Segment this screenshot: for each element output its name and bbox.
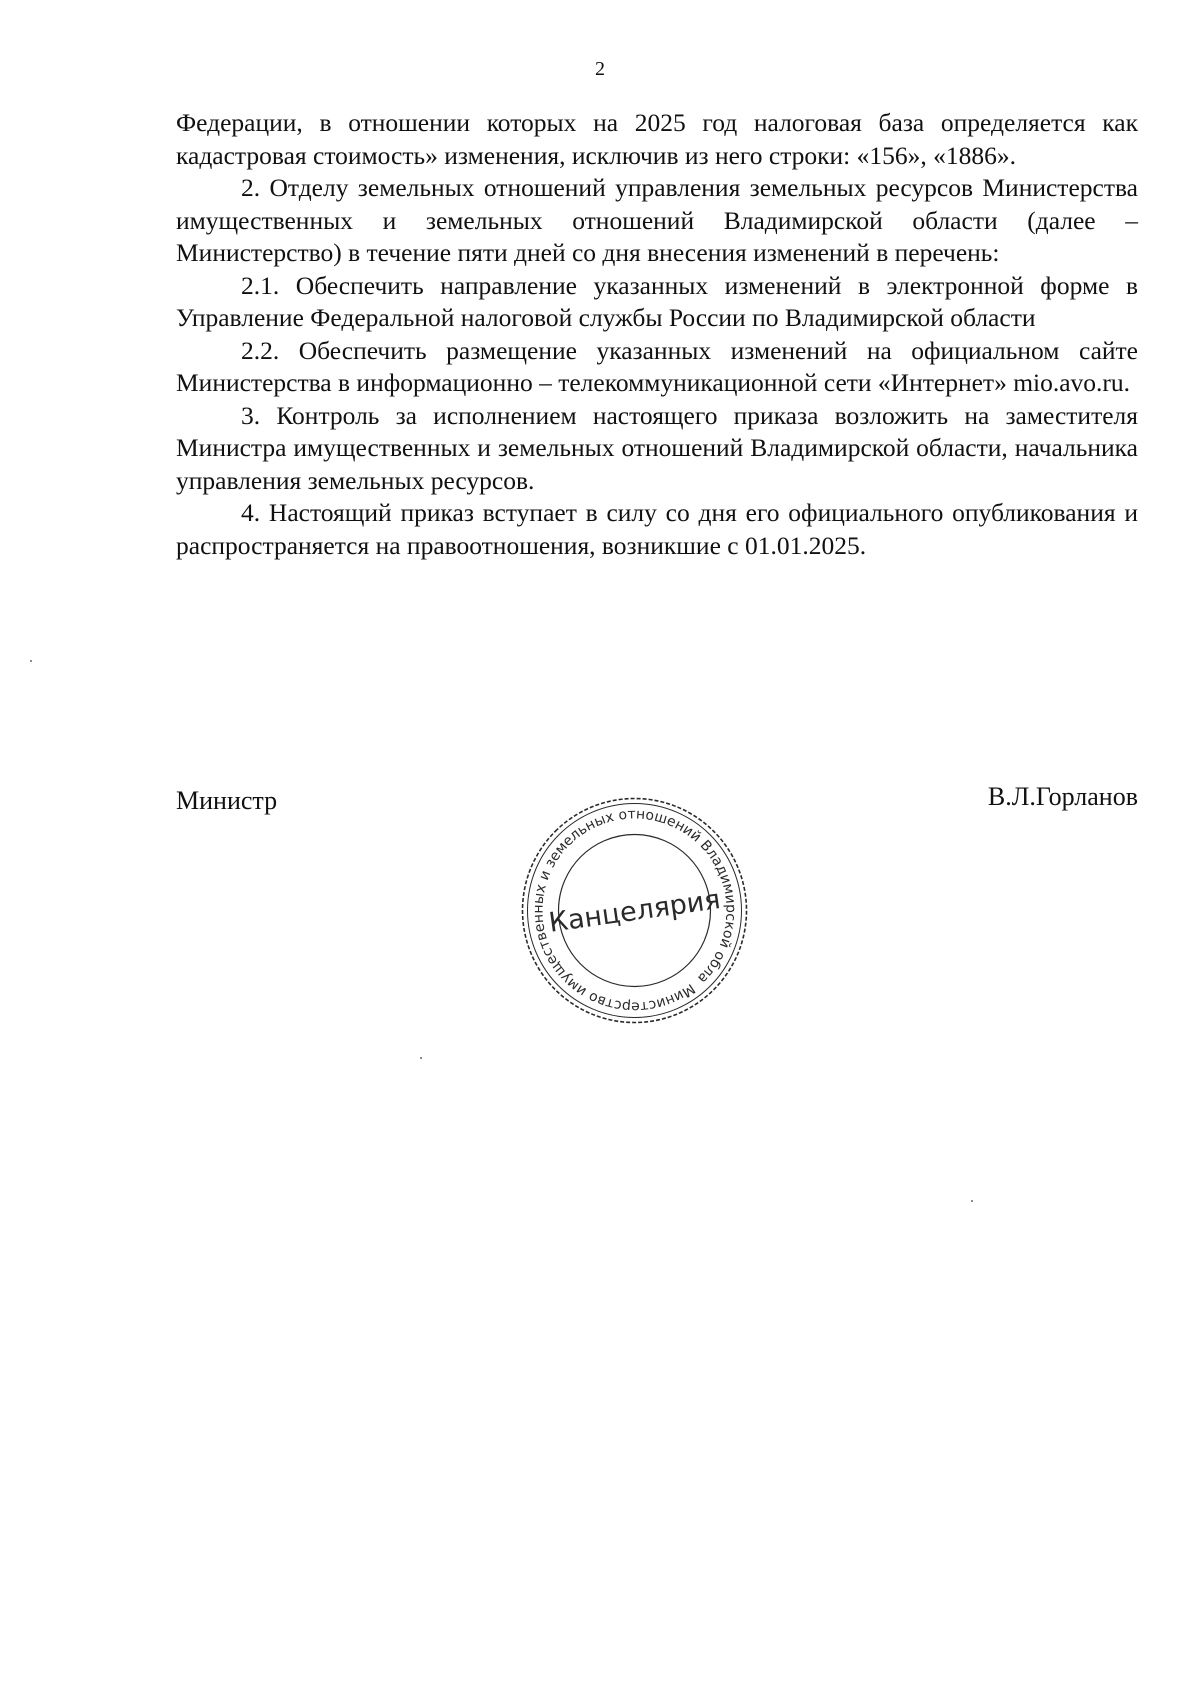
page-number: 2 bbox=[595, 58, 605, 80]
scan-speck bbox=[30, 660, 32, 662]
office-stamp bbox=[512, 788, 757, 1033]
paragraph-item-2-2: 2.2. Обеспечить размещение указанных изменений на официальном сайте Министерства в информационно – телекоммуникационной сети «Интернет» mio.avo.ru. bbox=[176, 335, 1138, 397]
scan-speck bbox=[971, 1200, 973, 1202]
paragraph-item-4: 4. Настоящий приказ вступает в силу со дня его официального опубликования и распространяется на правоотношения, возникшие с 01.01.2025. bbox=[176, 498, 1138, 560]
signatory-title: Министр bbox=[176, 786, 278, 815]
document-body bbox=[176, 107, 1138, 562]
stamp-center-text: Канцелярия bbox=[546, 884, 723, 939]
scan-speck bbox=[420, 1057, 422, 1059]
paragraph-continuation: Федерации, в отношении которых на 2025 год налоговая база определяется как кадастровая стоимость» изменения, исключив из него строки: «156», «1886». bbox=[176, 108, 1138, 170]
paragraph-item-3: 3. Контроль за исполнением настоящего приказа возложить на заместителя Министра имущественных и земельных отношений Владимирской области, начальника управления земельных ресурсов. bbox=[176, 400, 1138, 495]
stamp-ring-text: Министерство имущественных и земельных отношений Владимирской области bbox=[530, 806, 739, 1015]
paragraph-item-2: 2. Отделу земельных отношений управления земельных ресурсов Министерства имущественных и земельных отношений Владимирской области (далее – Министерство) в течение пяти дней со дня внесения изменений в перечень: bbox=[176, 173, 1138, 267]
signatory-name: В.Л.Горланов bbox=[987, 782, 1138, 811]
paragraph-item-2-1: 2.1. Обеспечить направление указанных изменений в электронной форме в Управление Федеральной налоговой службы России по Владимирской области bbox=[176, 270, 1138, 332]
